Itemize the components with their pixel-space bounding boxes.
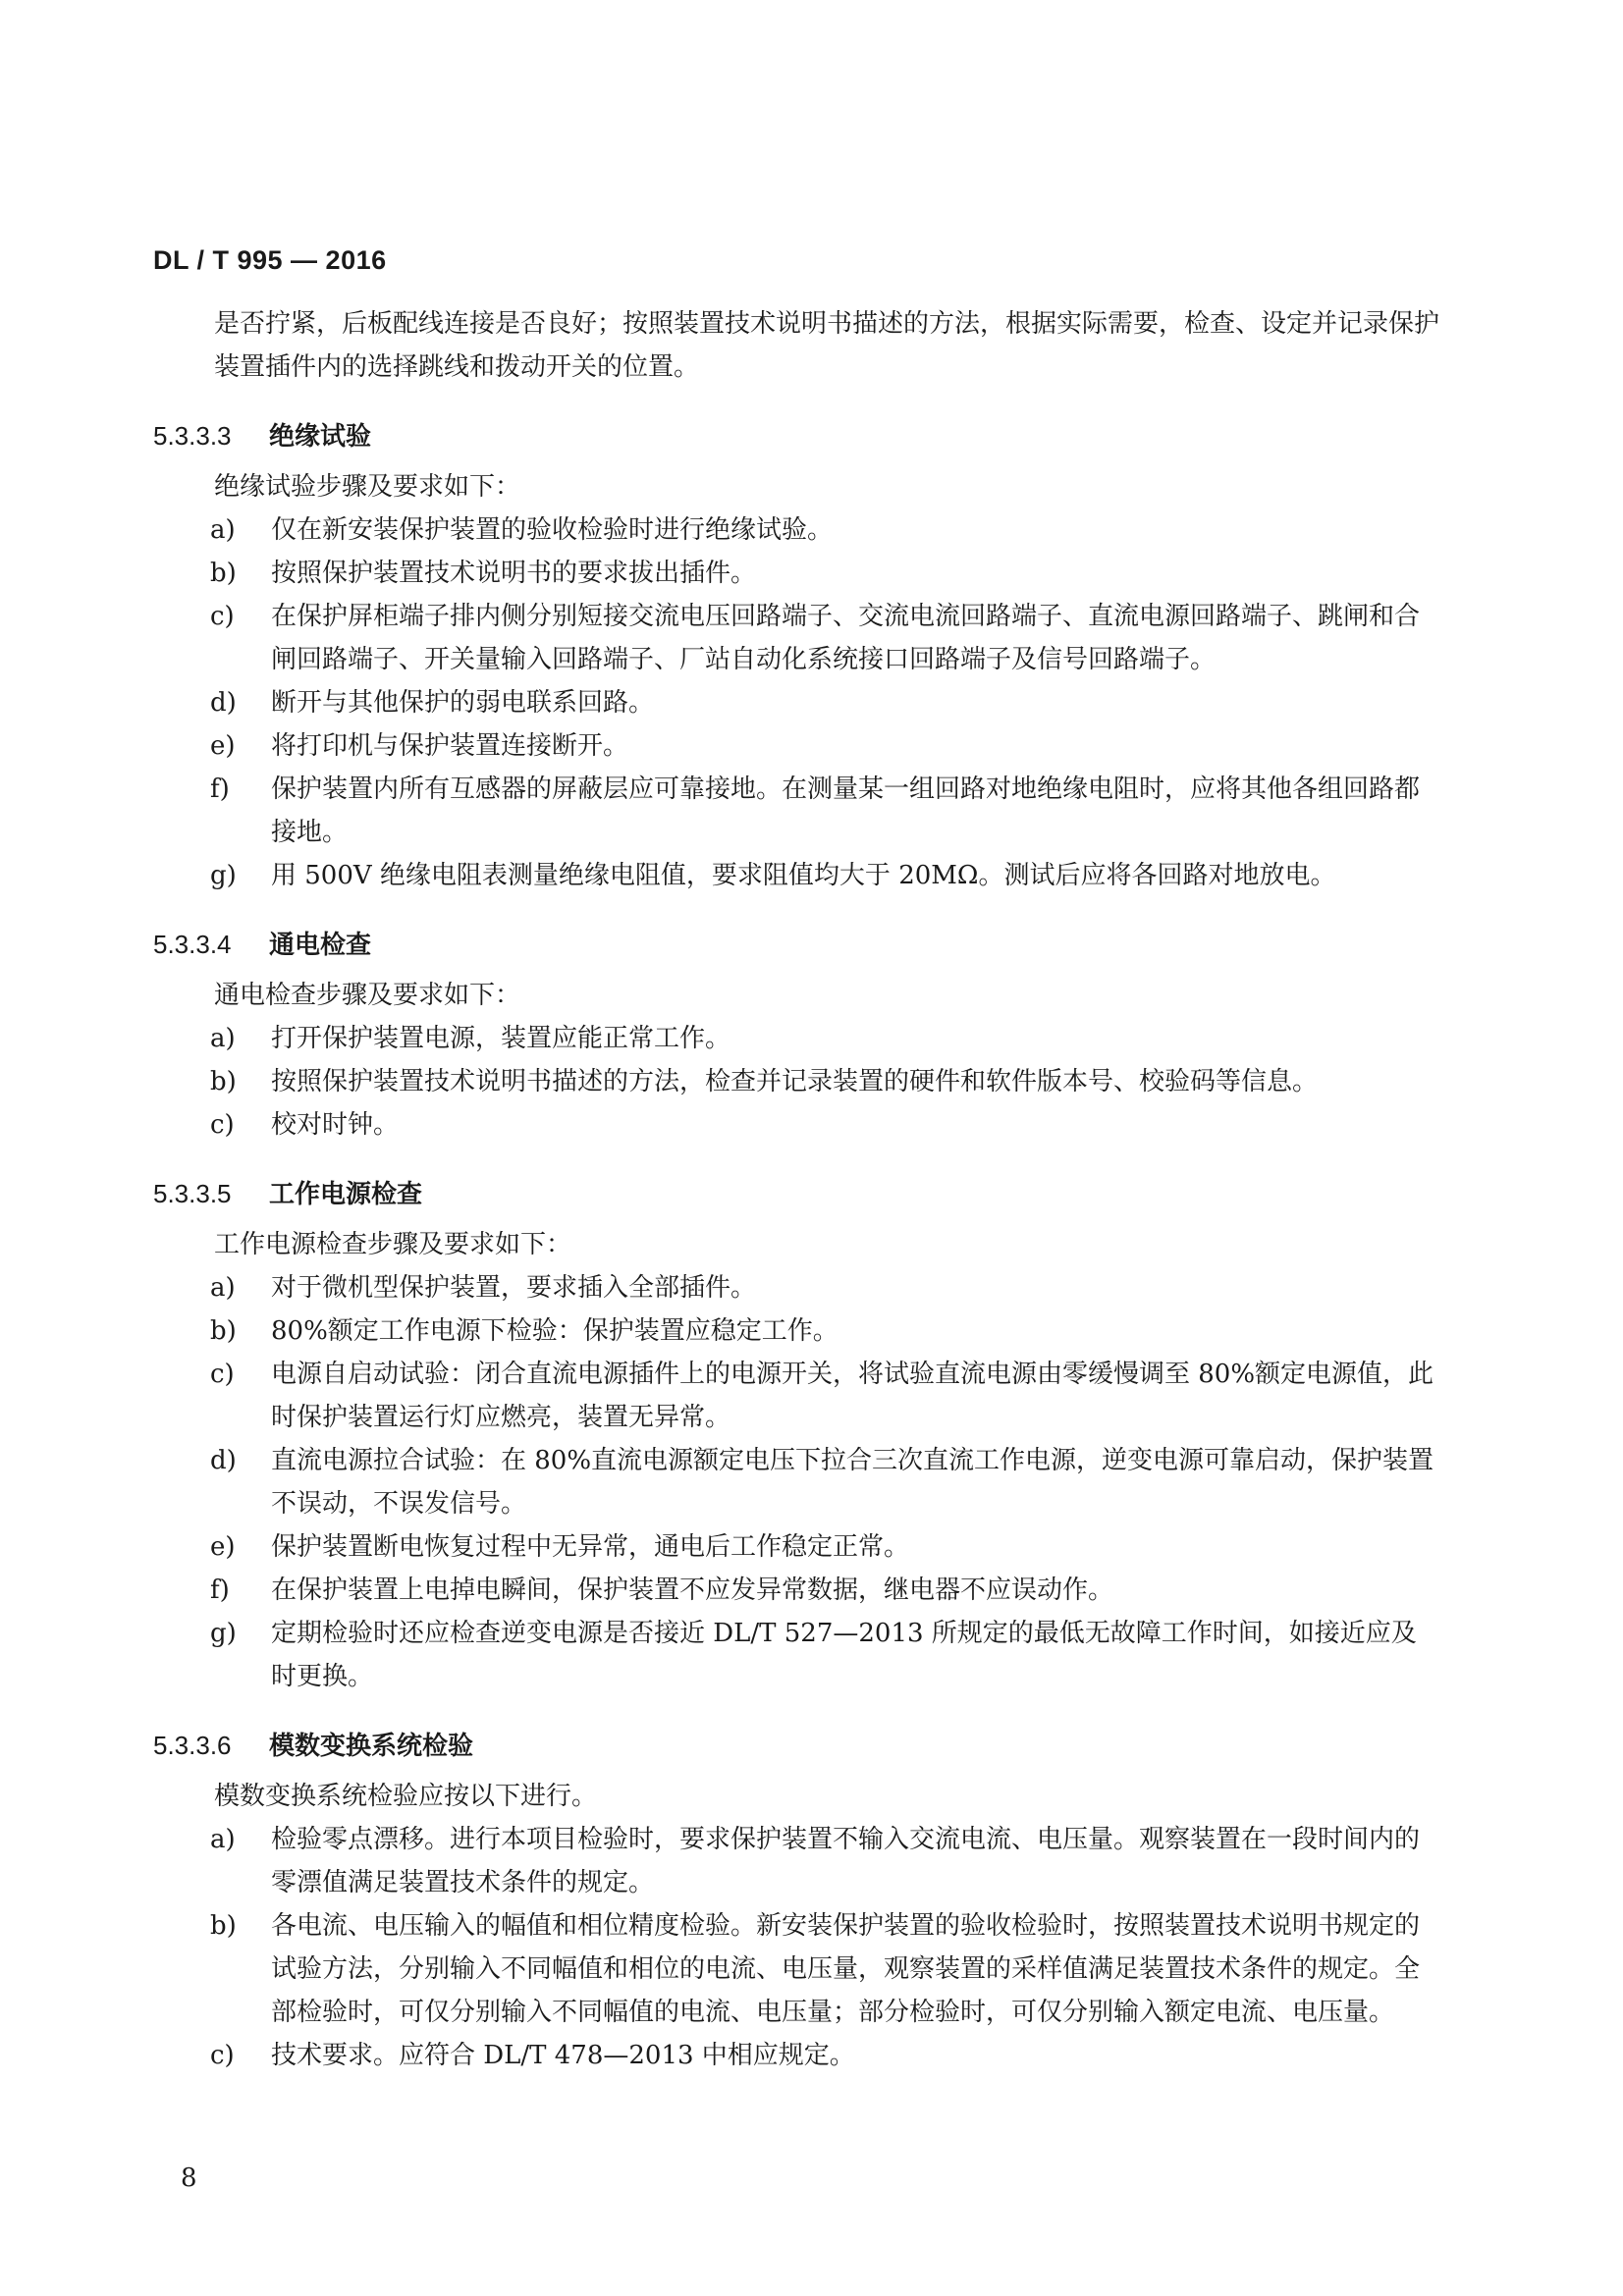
list-text: 按照保护装置技术说明书的要求拔出插件。 xyxy=(271,559,757,588)
list-text: 技术要求。应符合 DL/T 478—2013 中相应规定。 xyxy=(271,2041,855,2070)
list-text: 用 500V 绝缘电阻表测量绝缘电阻值，要求阻值均大于 20MΩ。测试后应将各回路对地放电。 xyxy=(271,861,1336,890)
list-item xyxy=(153,1904,1439,2034)
list-text: 仅在新安装保护装置的验收检验时进行绝缘试验。 xyxy=(271,515,834,545)
section-adc-system-check xyxy=(153,1724,1439,2077)
list-text: 各电流、电压输入的幅值和相位精度检验。新安装保护装置的验收检验时，按照装置技术说明书规定的试验方法，分别输入不同幅值和相位的电流、电压量，观察装置的采样值满足装置技术条件的规定。全部检验时，可仅分别输入不同幅值的电流、电压量；部分检验时，可仅分别输入额定电流、电压量。 xyxy=(271,1911,1421,2027)
continuation-paragraph: 是否拧紧，后板配线连接是否良好；按照装置技术说明书描述的方法，根据实际需要，检查、设定并记录保护装置插件内的选择跳线和拨动开关的位置。 xyxy=(214,309,1440,382)
list-text: 保护装置断电恢复过程中无异常，通电后工作稳定正常。 xyxy=(271,1532,910,1562)
list-item xyxy=(153,1266,1439,1309)
section-number: 5.3.3.3 xyxy=(153,421,232,451)
list-item xyxy=(153,1612,1439,1698)
list-marker: c) xyxy=(210,602,235,631)
list-text: 直流电源拉合试验：在 80%直流电源额定电压下拉合三次直流工作电源，逆变电源可靠启动，保护装置不误动，不误发信号。 xyxy=(271,1446,1434,1519)
section-title: 绝缘试验 xyxy=(269,421,372,451)
document-header: DL / T 995 — 2016 xyxy=(153,245,387,275)
list-text: 对于微机型保护装置，要求插入全部插件。 xyxy=(271,1273,757,1303)
list-item xyxy=(153,1525,1439,1569)
section-insulation-test xyxy=(153,414,1439,897)
list-marker: f) xyxy=(210,1575,230,1605)
list-marker: a) xyxy=(210,515,236,545)
list-text: 在保护屏柜端子排内侧分别短接交流电压回路端子、交流电流回路端子、直流电源回路端子、跳闸和合闸回路端子、开关量输入回路端子、厂站自动化系统接口回路端子及信号回路端子。 xyxy=(271,602,1421,674)
list-text: 定期检验时还应检查逆变电源是否接近 DL/T 527—2013 所规定的最低无故障工作时间，如接近应及时更换。 xyxy=(271,1619,1417,1691)
list-item xyxy=(153,1309,1439,1353)
list-item xyxy=(153,1060,1439,1103)
list-item xyxy=(153,1103,1439,1147)
list-text: 按照保护装置技术说明书描述的方法，检查并记录装置的硬件和软件版本号、校验码等信息。 xyxy=(271,1067,1319,1096)
list-item xyxy=(153,508,1439,552)
section-intro: 工作电源检查步骤及要求如下： xyxy=(214,1230,572,1259)
list-marker: b) xyxy=(210,1911,237,1941)
list-marker: c) xyxy=(210,1110,235,1140)
list-text: 校对时钟。 xyxy=(271,1110,400,1140)
list-item xyxy=(153,1017,1439,1060)
list-item xyxy=(153,1353,1439,1439)
section-heading xyxy=(153,414,1439,457)
list-text: 打开保护装置电源，装置应能正常工作。 xyxy=(271,1024,731,1053)
list-text: 电源自启动试验：闭合直流电源插件上的电源开关，将试验直流电源由零缓慢调至 80%额定电源值，此时保护装置运行灯应燃亮，装置无异常。 xyxy=(271,1360,1434,1432)
section-power-on-check xyxy=(153,923,1439,1147)
section-power-supply-check xyxy=(153,1172,1439,1698)
section-intro: 通电检查步骤及要求如下： xyxy=(214,981,521,1010)
list-item xyxy=(153,595,1439,681)
section-heading xyxy=(153,923,1439,966)
section-title: 模数变换系统检验 xyxy=(269,1731,474,1760)
list-marker: e) xyxy=(210,731,236,761)
list-item xyxy=(153,768,1439,854)
list-marker: e) xyxy=(210,1532,236,1562)
list-marker: f) xyxy=(210,774,230,804)
list-marker: b) xyxy=(210,559,237,588)
list-item xyxy=(153,1439,1439,1525)
section-number: 5.3.3.4 xyxy=(153,930,232,959)
document-body xyxy=(153,302,1439,2077)
list-marker: a) xyxy=(210,1024,236,1053)
list-marker: g) xyxy=(210,861,237,890)
list-marker: b) xyxy=(210,1067,237,1096)
list-item xyxy=(153,724,1439,768)
section-heading xyxy=(153,1724,1439,1767)
list-text: 检验零点漂移。进行本项目检验时，要求保护装置不输入交流电流、电压量。观察装置在一段时间内的零漂值满足装置技术条件的规定。 xyxy=(271,1825,1421,1897)
list-marker: g) xyxy=(210,1619,237,1648)
section-intro: 模数变换系统检验应按以下进行。 xyxy=(214,1782,598,1811)
list-marker: a) xyxy=(210,1273,236,1303)
list-text: 将打印机与保护装置连接断开。 xyxy=(271,731,629,761)
page-number: 8 xyxy=(181,2163,197,2193)
list-item xyxy=(153,1569,1439,1612)
section-number: 5.3.3.5 xyxy=(153,1179,232,1208)
list-marker: c) xyxy=(210,1360,235,1389)
list-marker: b) xyxy=(210,1316,237,1346)
list-marker: d) xyxy=(210,688,237,718)
list-item xyxy=(153,1818,1439,1904)
section-title: 通电检查 xyxy=(269,930,372,959)
list-item xyxy=(153,552,1439,595)
section-number: 5.3.3.6 xyxy=(153,1731,232,1760)
list-marker: c) xyxy=(210,2041,235,2070)
section-intro: 绝缘试验步骤及要求如下： xyxy=(214,472,521,502)
list-item xyxy=(153,681,1439,724)
list-text: 在保护装置上电掉电瞬间，保护装置不应发异常数据，继电器不应误动作。 xyxy=(271,1575,1114,1605)
section-title: 工作电源检查 xyxy=(269,1179,423,1208)
list-marker: d) xyxy=(210,1446,237,1475)
list-marker: a) xyxy=(210,1825,236,1854)
list-item xyxy=(153,2034,1439,2077)
list-item xyxy=(153,854,1439,897)
list-text: 保护装置内所有互感器的屏蔽层应可靠接地。在测量某一组回路对地绝缘电阻时，应将其他各组回路都接地。 xyxy=(271,774,1421,847)
list-text: 80%额定工作电源下检验：保护装置应稳定工作。 xyxy=(271,1316,839,1346)
section-heading xyxy=(153,1172,1439,1215)
list-text: 断开与其他保护的弱电联系回路。 xyxy=(271,688,655,718)
